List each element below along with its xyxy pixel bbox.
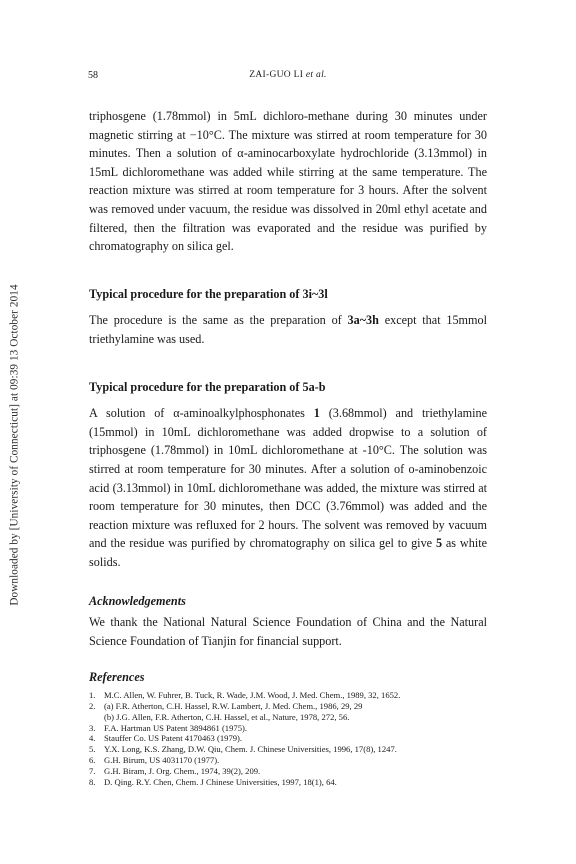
reference-item — [89, 690, 487, 701]
running-head-author: ZAI-GUO LI — [249, 70, 304, 80]
reference-number: 4. — [89, 733, 96, 744]
section-5a-b-paragraph — [89, 404, 487, 571]
acknowledgements-paragraph: We thank the National Natural Science Foundation of China and the Natural Science Foundation of Tianjin for financial support. — [89, 615, 487, 648]
reference-number: 5. — [89, 744, 96, 755]
reference-text: M.C. Allen, W. Fuhrer, B. Tuck, R. Wade, J.M. Wood, J. Med. Chem., 1989, 32, 1652. — [104, 689, 401, 700]
reference-text: (b) J.G. Allen, F.R. Atherton, C.H. Hassel, et al., Nature, 1978, 272, 56. — [104, 711, 350, 722]
reference-item — [89, 766, 487, 777]
section-5a-text-c: as white solids. — [89, 536, 487, 569]
compound-ref-1: 1 — [313, 406, 320, 421]
running-head — [0, 70, 576, 80]
references-heading: References — [89, 670, 145, 685]
reference-item — [89, 723, 487, 734]
reference-number: 3. — [89, 722, 96, 733]
reference-text: Stauffer Co. US Patent 4170463 (1979). — [104, 733, 243, 744]
section-5a-text-b: (3.68mmol) and triethylamine (15mmol) in 10mL dichloromethane was added dropwise to a solution of triphosgene (1.78mmol) in 10mL dichloromethane at -10°C. The solution was stirred at room temperature for 30 minutes. After a solution of o-aminobenzoic acid (3.13mmol) in 10mL dichloromethane was added, the mixture was stirred at room temperature for 30 minutes, then DCC (3.76mmol) was added and the reaction mixture was refluxed for 2 hours. The solvent was removed by vacuum and the residue was purified by chromatography on silica gel to give — [89, 406, 487, 551]
section-5a-text-a: A solution of α-aminoalkylphosphonates — [89, 406, 314, 421]
page-number: 58 — [88, 70, 98, 81]
reference-number: 8. — [89, 777, 96, 788]
article-body — [89, 107, 487, 788]
reference-item — [89, 733, 487, 744]
reference-number: 1. — [89, 689, 96, 700]
acknowledgements-heading: Acknowledgements — [89, 594, 186, 609]
reference-item — [89, 755, 487, 766]
reference-text: (a) F.R. Atherton, C.H. Hassel, R.W. Lambert, J. Med. Chem., 1986, 29, 29 — [104, 700, 363, 711]
compound-ref-5: 5 — [435, 536, 443, 551]
reference-item — [89, 777, 487, 788]
reference-number: 7. — [89, 766, 96, 777]
reference-text: D. Qing. R.Y. Chen, Chem. J Chinese Universities, 1997, 18(1), 64. — [104, 777, 337, 788]
reference-item — [89, 701, 487, 712]
reference-text: F.A. Hartman US Patent 3894861 (1975). — [104, 722, 248, 733]
running-head-suffix: et al. — [305, 70, 327, 80]
section-heading-5a-b: Typical procedure for the preparation of 5a-b — [89, 379, 326, 394]
download-watermark-text: Downloaded by [University of Connecticut] at 09:39 13 October 2014 — [9, 284, 21, 606]
reference-number: 2. — [89, 700, 96, 711]
section-heading-3i-3l: Typical procedure for the preparation of 3i~3l — [89, 286, 328, 301]
reference-list — [89, 690, 487, 788]
section-3i-text-a: The procedure is the same as the preparation of — [89, 313, 348, 328]
intro-paragraph: triphosgene (1.78mmol) in 5mL dichloro-methane during 30 minutes under magnetic stirring at −10°C. The mixture was stirred at room temperature for 30 minutes. Then a solution of α-aminocarboxylate hydrochloride (3.13mmol) in 15mL dichloromethane was added while stirring at the same temperature. The reaction mixture was stirred at room temperature for 3 hours. After the solvent was removed under vacuum, the residue was dissolved in 20ml ethyl acetate and filtered, then the filtration was evaporated and the residue was purified by chromatography on silica gel. — [89, 109, 487, 254]
reference-number — [89, 712, 104, 723]
reference-text: Y.X. Long, K.S. Zhang, D.W. Qiu, Chem. J. Chinese Universities, 1996, 17(8), 1247. — [104, 744, 397, 755]
download-watermark — [2, 150, 28, 740]
reference-text: G.H. Biram, J. Org. Chem., 1974, 39(2), 209. — [104, 766, 261, 777]
section-3i-3l-paragraph — [89, 311, 487, 348]
reference-text: G.H. Birum, US 4031170 (1977). — [104, 755, 220, 766]
compound-ref-3a-3h: 3a~3h — [347, 313, 379, 328]
reference-item — [89, 744, 487, 755]
reference-number: 6. — [89, 755, 96, 766]
reference-item — [89, 712, 487, 723]
section-3i-text-b: except that 15mmol triethylamine was used. — [89, 313, 487, 346]
